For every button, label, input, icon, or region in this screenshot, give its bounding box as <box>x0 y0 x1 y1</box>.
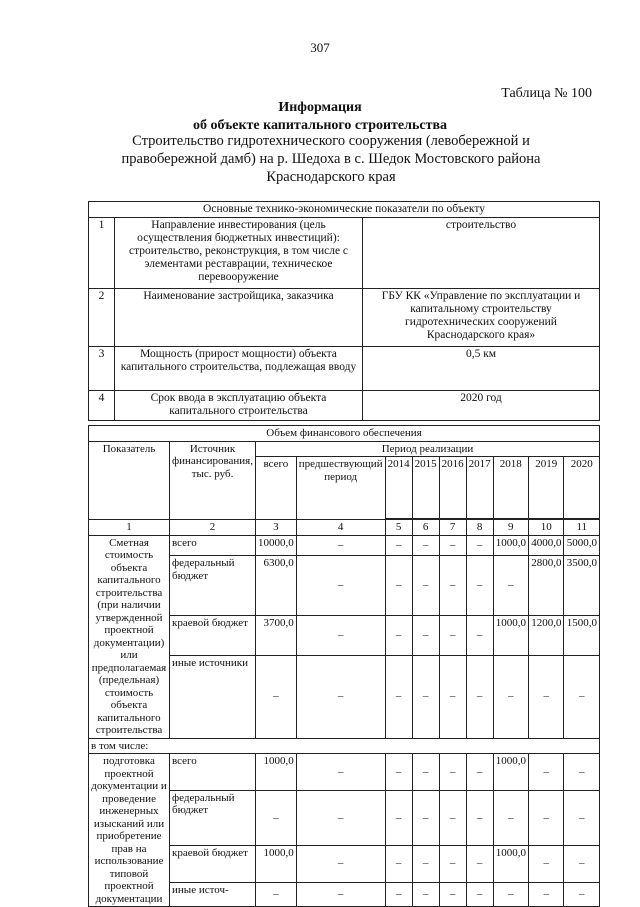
source-cell: федеральный бюджет <box>170 790 256 845</box>
value-cell: – <box>564 754 600 791</box>
indicator-column-header: Показатель <box>89 441 170 520</box>
year-header: 2018 <box>493 457 528 519</box>
value-cell: – <box>439 882 466 906</box>
year-header: 2020 <box>564 457 600 519</box>
value-cell: – <box>466 790 493 845</box>
column-number: 7 <box>439 520 466 536</box>
group-label: Сметная стоимость объекта капитального строительства (при наличии утвержденной проектной документации) или предполагаемая (предельная) стоимость объекта капитального строительства <box>89 535 170 738</box>
indicator-value: ГБУ КК «Управление по эксплуатации и капитальному строительству гидротехнических сооружений Краснодарского края» <box>363 289 600 347</box>
group-label: подготовка проектной документации и проведение инженерных изысканий или приобретение прав на использование типовой проектной документации <box>89 754 170 907</box>
value-cell: – <box>529 845 564 882</box>
year-header: 2017 <box>466 457 493 519</box>
value-cell: – <box>412 655 439 738</box>
value-cell: – <box>412 535 439 556</box>
value-cell: 6300,0 <box>255 556 296 616</box>
value-cell: – <box>412 845 439 882</box>
source-cell: иные источники <box>170 655 256 738</box>
source-cell: всего <box>170 754 256 791</box>
year-header: 2019 <box>529 457 564 519</box>
value-cell: – <box>439 845 466 882</box>
value-cell: – <box>385 882 412 906</box>
indicator-value: строительство <box>363 218 600 289</box>
value-cell: – <box>564 790 600 845</box>
value-cell: 5000,0 <box>564 535 600 556</box>
financing-table <box>88 425 600 907</box>
value-cell: – <box>412 790 439 845</box>
value-cell: – <box>529 882 564 906</box>
source-cell: краевой бюджет <box>170 616 256 656</box>
value-cell: – <box>412 556 439 616</box>
value-cell: – <box>439 754 466 791</box>
value-cell: – <box>439 790 466 845</box>
value-cell: 1000,0 <box>255 754 296 791</box>
value-cell: 1000,0 <box>493 616 528 656</box>
column-number: 6 <box>412 520 439 536</box>
financing-row <box>89 535 600 556</box>
value-cell: – <box>385 535 412 556</box>
value-cell: – <box>493 882 528 906</box>
value-cell: – <box>385 845 412 882</box>
value-cell: – <box>385 790 412 845</box>
total-column-header: всего <box>255 457 296 520</box>
basic-indicators-table <box>88 201 600 421</box>
indicator-label: Наименование застройщика, заказчика <box>115 289 363 347</box>
column-number: 10 <box>529 520 564 536</box>
value-cell: – <box>529 790 564 845</box>
value-cell: 1000,0 <box>493 535 528 556</box>
value-cell: – <box>296 535 385 556</box>
value-cell: – <box>466 535 493 556</box>
heading-title: Информация <box>278 100 362 115</box>
row-number: 4 <box>89 391 115 421</box>
design-documentation-group <box>89 754 600 907</box>
value-cell: 4000,0 <box>529 535 564 556</box>
column-number: 9 <box>493 520 528 536</box>
value-cell: – <box>296 882 385 906</box>
indicator-value: 0,5 км <box>363 347 600 391</box>
source-cell: федеральный бюджет <box>170 556 256 616</box>
source-cell: иные источ- <box>170 882 256 906</box>
value-cell: – <box>529 655 564 738</box>
row-number: 3 <box>89 347 115 391</box>
row-number: 2 <box>89 289 115 347</box>
column-number: 4 <box>296 520 385 536</box>
source-cell: краевой бюджет <box>170 845 256 882</box>
value-cell: – <box>493 790 528 845</box>
value-cell: – <box>296 754 385 791</box>
value-cell: 1500,0 <box>564 616 600 656</box>
value-cell: 3700,0 <box>255 616 296 656</box>
source-column-header: Источник финансирования, тыс. руб. <box>170 441 256 520</box>
value-cell: – <box>385 616 412 656</box>
value-cell: – <box>439 655 466 738</box>
value-cell: – <box>466 655 493 738</box>
year-header: 2015 <box>412 457 439 519</box>
indicator-label: Направление инвестирования (цель осуществления бюджетных инвестиций): строительство, реконструкция, в том числе с элементами реставрации, техническое перевооружение <box>115 218 363 289</box>
value-cell: – <box>385 556 412 616</box>
column-number: 5 <box>385 520 412 536</box>
financing-row <box>89 754 600 791</box>
value-cell: – <box>385 754 412 791</box>
value-cell: 10000,0 <box>255 535 296 556</box>
object-name: Строительство гидротехнического сооружения (левобережной и правобережной дамб) на р. Шедоха в с. Шедок Мостовского района Краснодарского края <box>121 133 541 185</box>
value-cell: – <box>296 616 385 656</box>
value-cell: – <box>255 790 296 845</box>
estimated-cost-group <box>89 535 600 738</box>
value-cell: 1000,0 <box>493 754 528 791</box>
value-cell: – <box>412 754 439 791</box>
value-cell: – <box>564 882 600 906</box>
value-cell: – <box>466 556 493 616</box>
value-cell: 1200,0 <box>529 616 564 656</box>
value-cell: – <box>529 754 564 791</box>
value-cell: – <box>296 655 385 738</box>
column-number: 2 <box>170 520 256 536</box>
value-cell: – <box>493 556 528 616</box>
indicator-value: 2020 год <box>363 391 600 421</box>
value-cell: – <box>296 556 385 616</box>
heading-subtitle: об объекте капитального строительства <box>192 118 448 133</box>
column-number: 11 <box>564 520 600 536</box>
including-label: в том числе: <box>89 738 600 754</box>
row-number: 1 <box>89 218 115 289</box>
value-cell: 1000,0 <box>493 845 528 882</box>
value-cell: 3500,0 <box>564 556 600 616</box>
value-cell: – <box>296 845 385 882</box>
value-cell: – <box>439 616 466 656</box>
period-header: Период реализации <box>255 441 599 457</box>
value-cell: – <box>255 655 296 738</box>
financing-header: Объем финансового обеспечения <box>89 426 600 442</box>
basic-indicators-header: Основные технико-экономические показатели по объекту <box>89 202 600 218</box>
year-header: 2014 <box>385 457 412 519</box>
table-number: Таблица № 100 <box>501 86 592 101</box>
value-cell: – <box>255 882 296 906</box>
value-cell: – <box>439 556 466 616</box>
indicator-label: Срок ввода в эксплуатацию объекта капитального строительства <box>115 391 363 421</box>
year-header: 2016 <box>439 457 466 519</box>
value-cell: – <box>439 535 466 556</box>
value-cell: – <box>296 790 385 845</box>
value-cell: – <box>466 754 493 791</box>
value-cell: – <box>412 616 439 656</box>
value-cell: – <box>564 845 600 882</box>
value-cell: – <box>412 882 439 906</box>
value-cell: – <box>466 845 493 882</box>
value-cell: 1000,0 <box>255 845 296 882</box>
source-cell: всего <box>170 535 256 556</box>
value-cell: – <box>493 655 528 738</box>
indicator-label: Мощность (прирост мощности) объекта капитального строительства, подлежащая вводу <box>115 347 363 391</box>
value-cell: – <box>466 882 493 906</box>
column-number: 1 <box>89 520 170 536</box>
column-number: 3 <box>255 520 296 536</box>
value-cell: 2800,0 <box>529 556 564 616</box>
value-cell: – <box>385 655 412 738</box>
value-cell: – <box>466 616 493 656</box>
column-number: 8 <box>466 520 493 536</box>
value-cell: – <box>564 655 600 738</box>
previous-period-header: предшествующий период <box>296 457 385 520</box>
page-number: 307 <box>310 40 330 55</box>
